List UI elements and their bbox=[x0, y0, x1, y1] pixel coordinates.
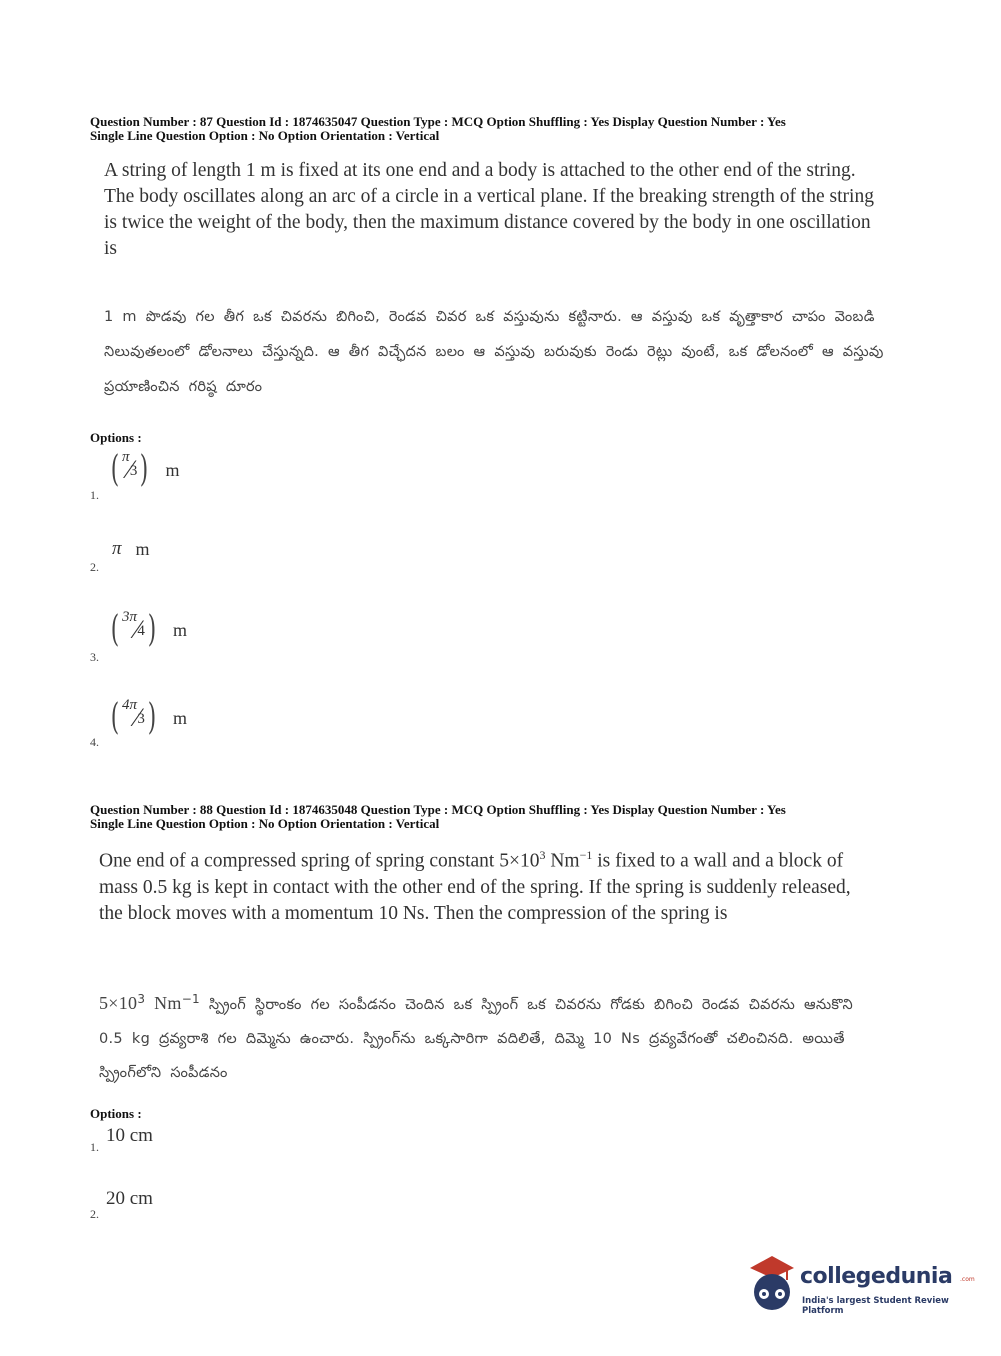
q88-text-en-exp2: −1 bbox=[579, 848, 593, 862]
numerator: 3π bbox=[122, 609, 138, 625]
right-paren-icon: ) bbox=[147, 697, 157, 738]
q87-text-te: 1 m పొడవు గల తీగ ఒక చివరను బిగించి, రెండవ చివర ఒక వస్తువును కట్టినారు. ఆ వస్తువు ఒక వృత్తాకార చాపం వెంబడి నిలువుతలంలో డోలనాలు చేస్తున్నది. ఆ తీగ విచ్ఛేదన బలం ఆ వస్తువు బరువుకు రెండు రెట్లు వుంటే, ఒక డోలనంలో ఆ వస్తువు ప్రయాణించిన గరిష్ఠ దూరం bbox=[104, 309, 884, 395]
q87-meta-line2: Single Line Question Option : No Option Orientation : Vertical bbox=[90, 128, 440, 143]
logo-com: .com bbox=[960, 1276, 975, 1283]
q87-options-label: Options : bbox=[90, 430, 142, 445]
q87-meta-line1: Question Number : 87 Question Id : 1874635047 Question Type : MCQ Option Shuffling : Yes Display Question Number : Yes bbox=[90, 114, 786, 129]
q88-options-label: Options : bbox=[90, 1106, 142, 1121]
unit: m bbox=[172, 707, 187, 728]
denominator: 4 bbox=[137, 623, 145, 639]
fraction-slash-icon: ⁄ bbox=[135, 703, 140, 732]
fraction bbox=[122, 697, 145, 733]
q88-option-2[interactable] bbox=[106, 1188, 153, 1210]
q88-text-te bbox=[99, 982, 874, 1090]
logo-name: collegedunia bbox=[800, 1264, 953, 1289]
q87-option-1[interactable] bbox=[108, 449, 180, 490]
q87-meta bbox=[90, 115, 970, 143]
q88-option-1[interactable] bbox=[106, 1125, 153, 1147]
q88-text-en-part2: Nm bbox=[545, 850, 580, 872]
right-paren-icon: ) bbox=[140, 449, 149, 490]
q88-text-te-part2: Nm bbox=[145, 992, 182, 1013]
q87-option-2[interactable] bbox=[112, 538, 150, 560]
left-paren-icon: ( bbox=[110, 697, 120, 738]
q88-option-1-num: 1. bbox=[90, 1140, 99, 1154]
left-paren-icon: ( bbox=[110, 449, 120, 490]
q88-text-en-part1: One end of a compressed spring of spring constant 5×10 bbox=[99, 850, 540, 872]
q87-option-3-num: 3. bbox=[90, 650, 99, 664]
q88-meta-line2: Single Line Question Option : No Option Orientation : Vertical bbox=[90, 816, 440, 831]
option-value: 20 cm bbox=[106, 1188, 153, 1209]
logo-tagline: India's largest Student Review Platform bbox=[802, 1296, 949, 1316]
q88-text-te-part3: స్ప్రింగ్ స్థిరాంకం గల సంపీడనం చెందిన ఒక స్ప్రింగ్ ఒక చివరను గోడకు బిగించి రెండవ చివరను ఆనుకొని 0.5 kg ద్రవ్యరాశి గల దిమ్మెను ఉంచారు. స్ప్రింగ్‌ను ఒక్కసారిగా వదిలితే, దిమ్మె 10 Ns ద్రవ్యవేగంతో చలించినది. అయితే స్ప్రింగ్‌లోని సంపీడనం bbox=[99, 996, 853, 1081]
numerator: π bbox=[122, 449, 130, 465]
fraction-slash-icon: ⁄ bbox=[135, 615, 140, 644]
q87-option-4-num: 4. bbox=[90, 735, 99, 749]
right-paren-icon: ) bbox=[147, 609, 157, 650]
unit: m bbox=[135, 538, 150, 559]
collegedunia-logo[interactable] bbox=[742, 1250, 975, 1322]
fraction-slash-icon: ⁄ bbox=[127, 455, 132, 484]
mascot-icon bbox=[742, 1250, 802, 1320]
q88-text-en bbox=[99, 842, 874, 927]
left-paren-icon: ( bbox=[110, 609, 120, 650]
fraction bbox=[122, 609, 145, 645]
denominator: 3 bbox=[129, 463, 138, 479]
unit: m bbox=[165, 459, 180, 480]
q88-text-te-exp1: 3 bbox=[137, 992, 146, 1006]
q87-option-3[interactable] bbox=[108, 609, 187, 650]
q88-text-en-exp1: 3 bbox=[539, 848, 546, 862]
denominator: 3 bbox=[137, 711, 145, 727]
q88-text-te-part1: 5×10 bbox=[99, 992, 138, 1013]
q88-meta-line1: Question Number : 88 Question Id : 1874635048 Question Type : MCQ Option Shuffling : Yes Display Question Number : Yes bbox=[90, 802, 786, 817]
q87-text-en: A string of length 1 m is fixed at its one end and a body is attached to the other end of the string. The body oscillates along an arc of a circle in a vertical plane. If the breaking strength of the string is twice the weight of the body, then the maximum distance covered by the body in one oscillation is bbox=[104, 160, 874, 259]
option-value: 10 cm bbox=[106, 1125, 153, 1146]
numerator: 4π bbox=[122, 697, 138, 713]
q87-option-4[interactable] bbox=[108, 697, 187, 738]
q88-meta bbox=[90, 803, 970, 831]
pi-symbol: π bbox=[112, 538, 122, 559]
q88-text-te-exp2: −1 bbox=[181, 992, 200, 1006]
unit: m bbox=[172, 619, 187, 640]
fraction bbox=[122, 449, 138, 485]
q88-text-en-part3: is fixed to a wall and a block of mass 0.5 kg is kept in contact with the other end of the spring. If the spring is suddenly released, the block moves with a momentum 10 Ns. Then the compression of the spring is bbox=[99, 850, 851, 924]
q88-option-2-num: 2. bbox=[90, 1207, 99, 1221]
q87-option-1-num: 1. bbox=[90, 488, 99, 502]
q87-option-2-num: 2. bbox=[90, 560, 99, 574]
